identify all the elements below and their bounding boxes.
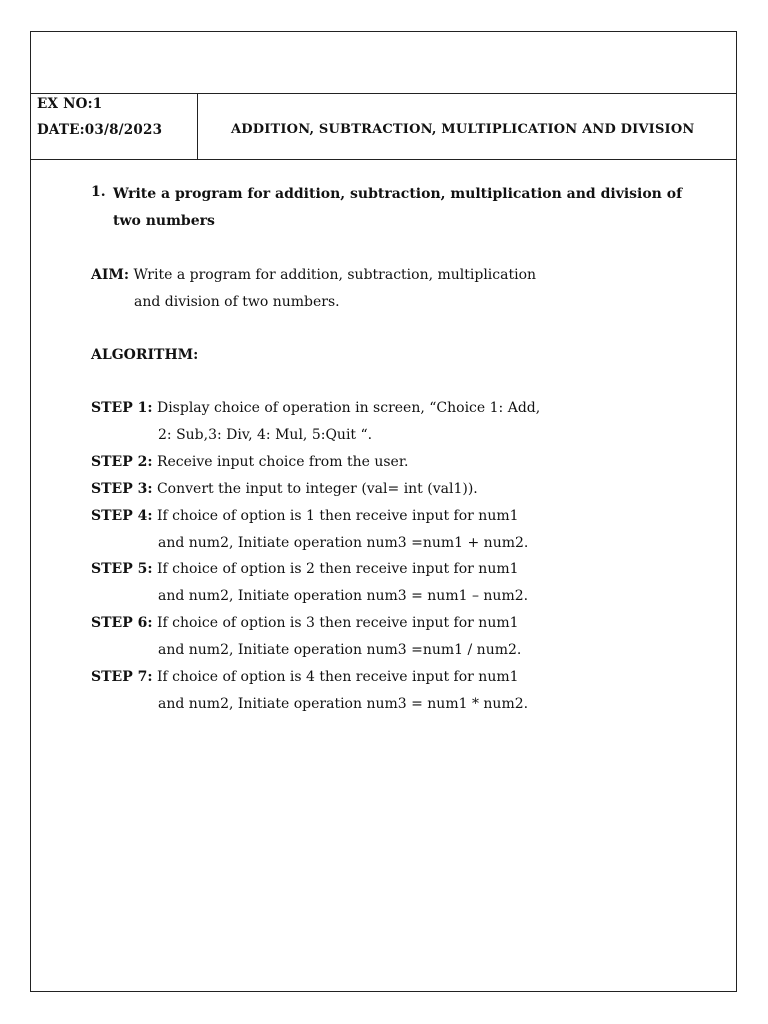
step-2-line-1 xyxy=(91,453,408,471)
step-4-label: STEP 4: xyxy=(91,508,153,524)
aim-line-2: and division of two numbers. xyxy=(134,294,340,310)
step-1-text: Display choice of operation in screen, “Choice 1: Add, xyxy=(152,400,541,416)
step-5-line-1 xyxy=(91,560,519,578)
step-3-text: Convert the input to integer (val= int (val1)). xyxy=(152,481,478,497)
step-7-line-2: and num2, Initiate operation num3 = num1 * num2. xyxy=(158,696,529,712)
question-line-1: Write a program for addition, subtraction, multiplication and division of xyxy=(113,186,683,202)
document-body xyxy=(31,32,736,991)
step-3-label: STEP 3: xyxy=(91,481,153,497)
question-line-2: two numbers xyxy=(113,213,215,229)
step-5-label: STEP 5: xyxy=(91,561,153,577)
step-1-line-1 xyxy=(91,399,540,417)
algorithm-heading: ALGORITHM: xyxy=(91,347,199,363)
question-number: 1. xyxy=(91,184,106,200)
exercise-number: EX NO:1 xyxy=(37,96,103,112)
step-1-label: STEP 1: xyxy=(91,400,153,416)
step-3-line-1 xyxy=(91,480,478,498)
exercise-title: ADDITION, SUBTRACTION, MULTIPLICATION AND DIVISION xyxy=(231,122,695,137)
step-6-line-1 xyxy=(91,614,519,632)
step-2-label: STEP 2: xyxy=(91,454,153,470)
step-4-line-2: and num2, Initiate operation num3 =num1 + num2. xyxy=(158,535,529,551)
step-7-line-1 xyxy=(91,668,519,686)
step-6-line-2: and num2, Initiate operation num3 =num1 / num2. xyxy=(158,642,522,658)
aim-label: AIM: xyxy=(91,267,130,283)
step-1-line-2: 2: Sub,3: Div, 4: Mul, 5:Quit “. xyxy=(158,427,373,443)
exercise-date: DATE:03/8/2023 xyxy=(37,122,163,138)
step-5-line-2: and num2, Initiate operation num3 = num1 – num2. xyxy=(158,588,529,604)
step-2-text: Receive input choice from the user. xyxy=(152,454,409,470)
step-4-line-1 xyxy=(91,507,519,525)
step-4-text: If choice of option is 1 then receive input for num1 xyxy=(152,508,519,524)
page-frame xyxy=(30,31,737,992)
aim-line-1 xyxy=(91,266,536,284)
step-5-text: If choice of option is 2 then receive input for num1 xyxy=(152,561,519,577)
step-6-label: STEP 6: xyxy=(91,615,153,631)
step-6-text: If choice of option is 3 then receive input for num1 xyxy=(152,615,519,631)
step-7-text: If choice of option is 4 then receive input for num1 xyxy=(152,669,519,685)
aim-text-1: Write a program for addition, subtraction, multiplication xyxy=(129,267,537,283)
step-7-label: STEP 7: xyxy=(91,669,153,685)
